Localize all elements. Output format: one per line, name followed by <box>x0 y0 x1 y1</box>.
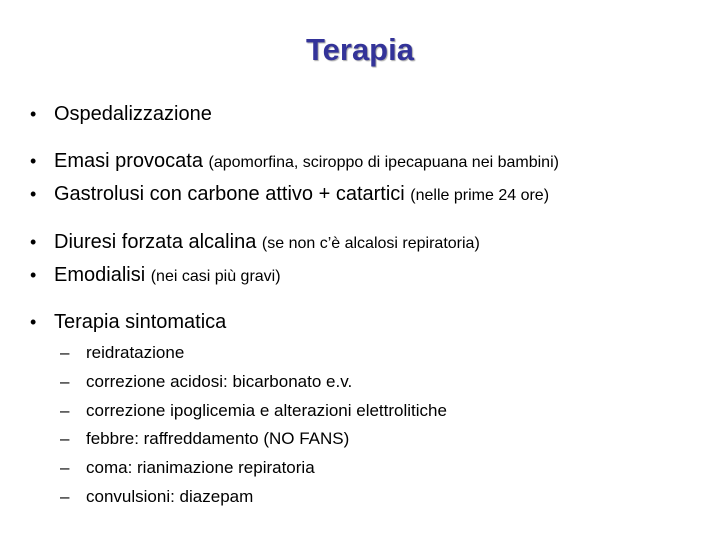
bullet-note: (se non c’è alcalosi repiratoria) <box>261 235 480 252</box>
sub-item-text: reidratazione <box>86 343 185 362</box>
dash-marker: – <box>60 487 70 506</box>
sub-item-text: correzione ipoglicemia e alterazioni elettrolitiche <box>86 401 447 420</box>
bullet-item <box>30 230 480 256</box>
sub-item <box>60 342 184 364</box>
bullet-note: (apomorfina, sciroppo di ipecapuana nei bambini) <box>208 154 559 171</box>
bullet-item <box>30 310 226 334</box>
sub-item-text: correzione acidosi: bicarbonato e.v. <box>86 372 353 391</box>
dash-marker: – <box>60 401 70 420</box>
bullet-item <box>30 182 549 208</box>
dash-marker: – <box>60 372 70 391</box>
bullet-note: (nelle prime 24 ore) <box>410 187 550 204</box>
sub-item <box>60 457 315 479</box>
dash-marker: – <box>60 429 70 448</box>
sub-item-text: coma: rianimazione repiratoria <box>86 458 315 477</box>
sub-item <box>60 371 352 393</box>
bullet-marker: • <box>30 312 37 332</box>
bullet-text: Diuresi forzata alcalina <box>54 231 257 253</box>
bullet-text: Ospedalizzazione <box>54 103 212 125</box>
sub-item-text: febbre: raffreddamento (NO FANS) <box>86 429 350 448</box>
bullet-text: Gastrolusi con carbone attivo + catartici <box>54 183 405 205</box>
bullet-text: Emasi provocata <box>54 150 203 172</box>
bullet-item <box>30 263 281 289</box>
bullet-marker: • <box>30 104 37 124</box>
dash-marker: – <box>60 458 70 477</box>
bullet-note: (nei casi più gravi) <box>150 268 281 285</box>
bullet-marker: • <box>30 151 37 171</box>
slide-title: Terapia <box>306 32 414 67</box>
bullet-marker: • <box>30 265 37 285</box>
bullet-marker: • <box>30 232 37 252</box>
bullet-text: Emodialisi <box>54 264 146 286</box>
sub-item <box>60 486 253 508</box>
sub-item-text: convulsioni: diazepam <box>86 487 254 506</box>
bullet-text: Terapia sintomatica <box>54 311 227 333</box>
bullet-item <box>30 149 559 175</box>
bullet-item <box>30 102 212 126</box>
dash-marker: – <box>60 343 70 362</box>
sub-item <box>60 400 447 422</box>
sub-item <box>60 428 349 450</box>
bullet-marker: • <box>30 184 37 204</box>
